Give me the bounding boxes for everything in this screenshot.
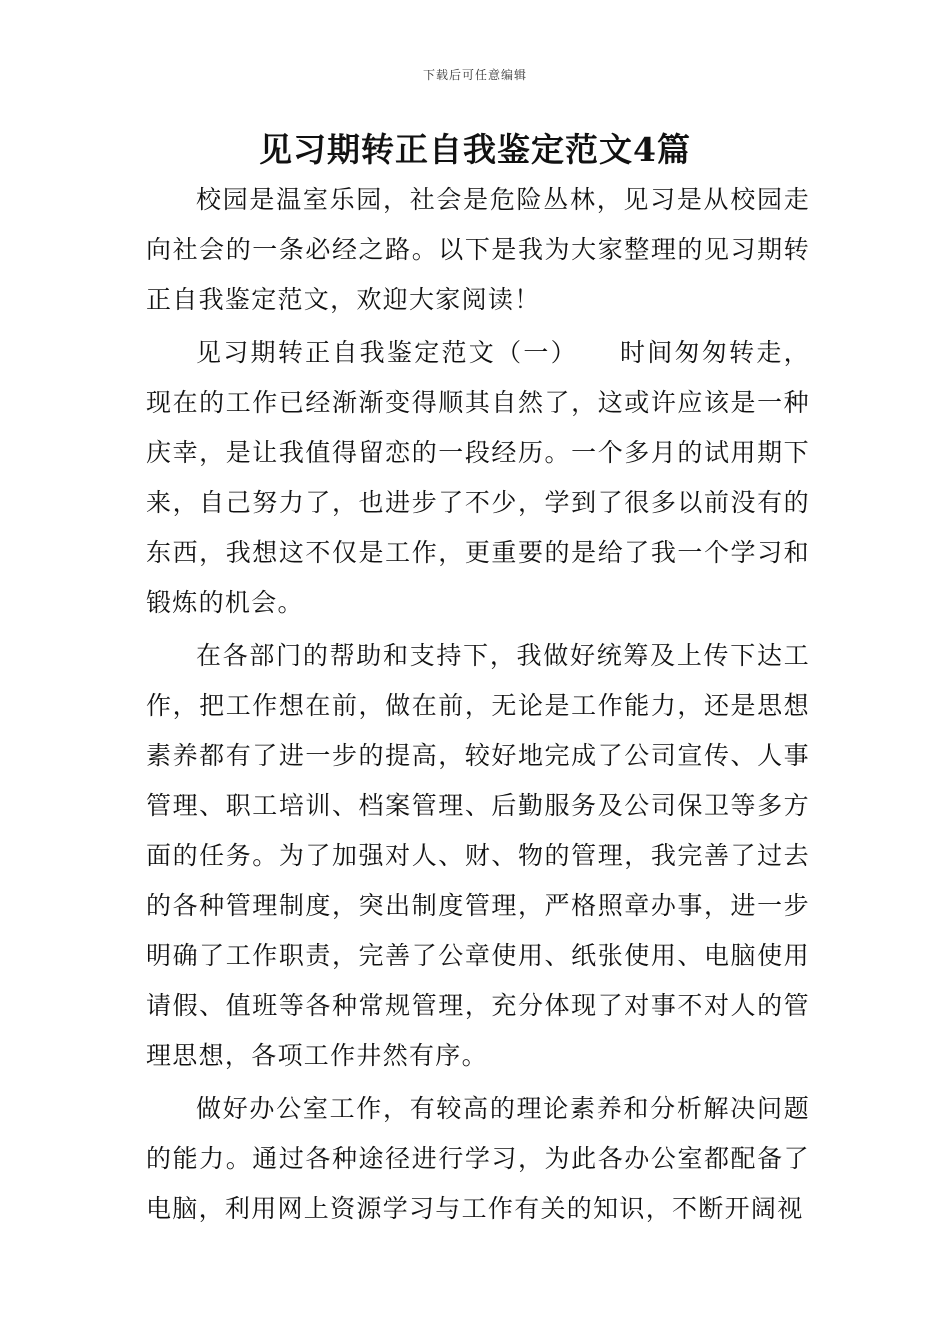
section-1-gap	[565, 338, 620, 367]
body-paragraph-2: 在各部门的帮助和支持下，我做好统筹及上传下达工作，把工作想在前，做在前，无论是工作能力，还是思想素养都有了进一步的提高，较好地完成了公司宣传、人事管理、职工培训、档案管理、后勤服务及公司保卫等多方面的任务。为了加强对人、财、物的管理，我完善了过去的各种管理制度，突出制度管理，严格照章办事，进一步明确了工作职责，完善了公章使用、纸张使用、电脑使用请假、值班等各种常规管理，充分体现了对事不对人的管理思想，各项工作井然有序。	[146, 641, 810, 1070]
section-1-heading: 见习期转正自我鉴定范文（一）	[196, 338, 566, 367]
section-1-text: 时间匆匆转走，现在的工作已经渐渐变得顺其自然了，这或许应该是一种庆幸，是让我值得留恋的一段经历。一个多月的试用期下来，自己努力了，也进步了不少，学到了很多以前没有的东西，我想这不仅是工作，更重要的是给了我一个学习和锻炼的机会。	[146, 338, 810, 617]
document-title: 见习期转正自我鉴定范文4篇	[259, 130, 691, 169]
intro-paragraph: 校园是温室乐园，社会是危险丛林，见习是从校园走向社会的一条必经之路。以下是我为大家整理的见习期转正自我鉴定范文，欢迎大家阅读！	[146, 185, 810, 314]
header-note: 下载后可任意编辑	[422, 68, 527, 82]
body-paragraph-3: 做好办公室工作，有较高的理论素养和分析解决问题的能力。通过各种途径进行学习，为此各办公室都配备了电脑，利用网上资源学习与工作有关的知识，不断开阔视	[146, 1094, 810, 1223]
document-body	[146, 175, 810, 1234]
section-1-paragraph	[146, 328, 810, 628]
